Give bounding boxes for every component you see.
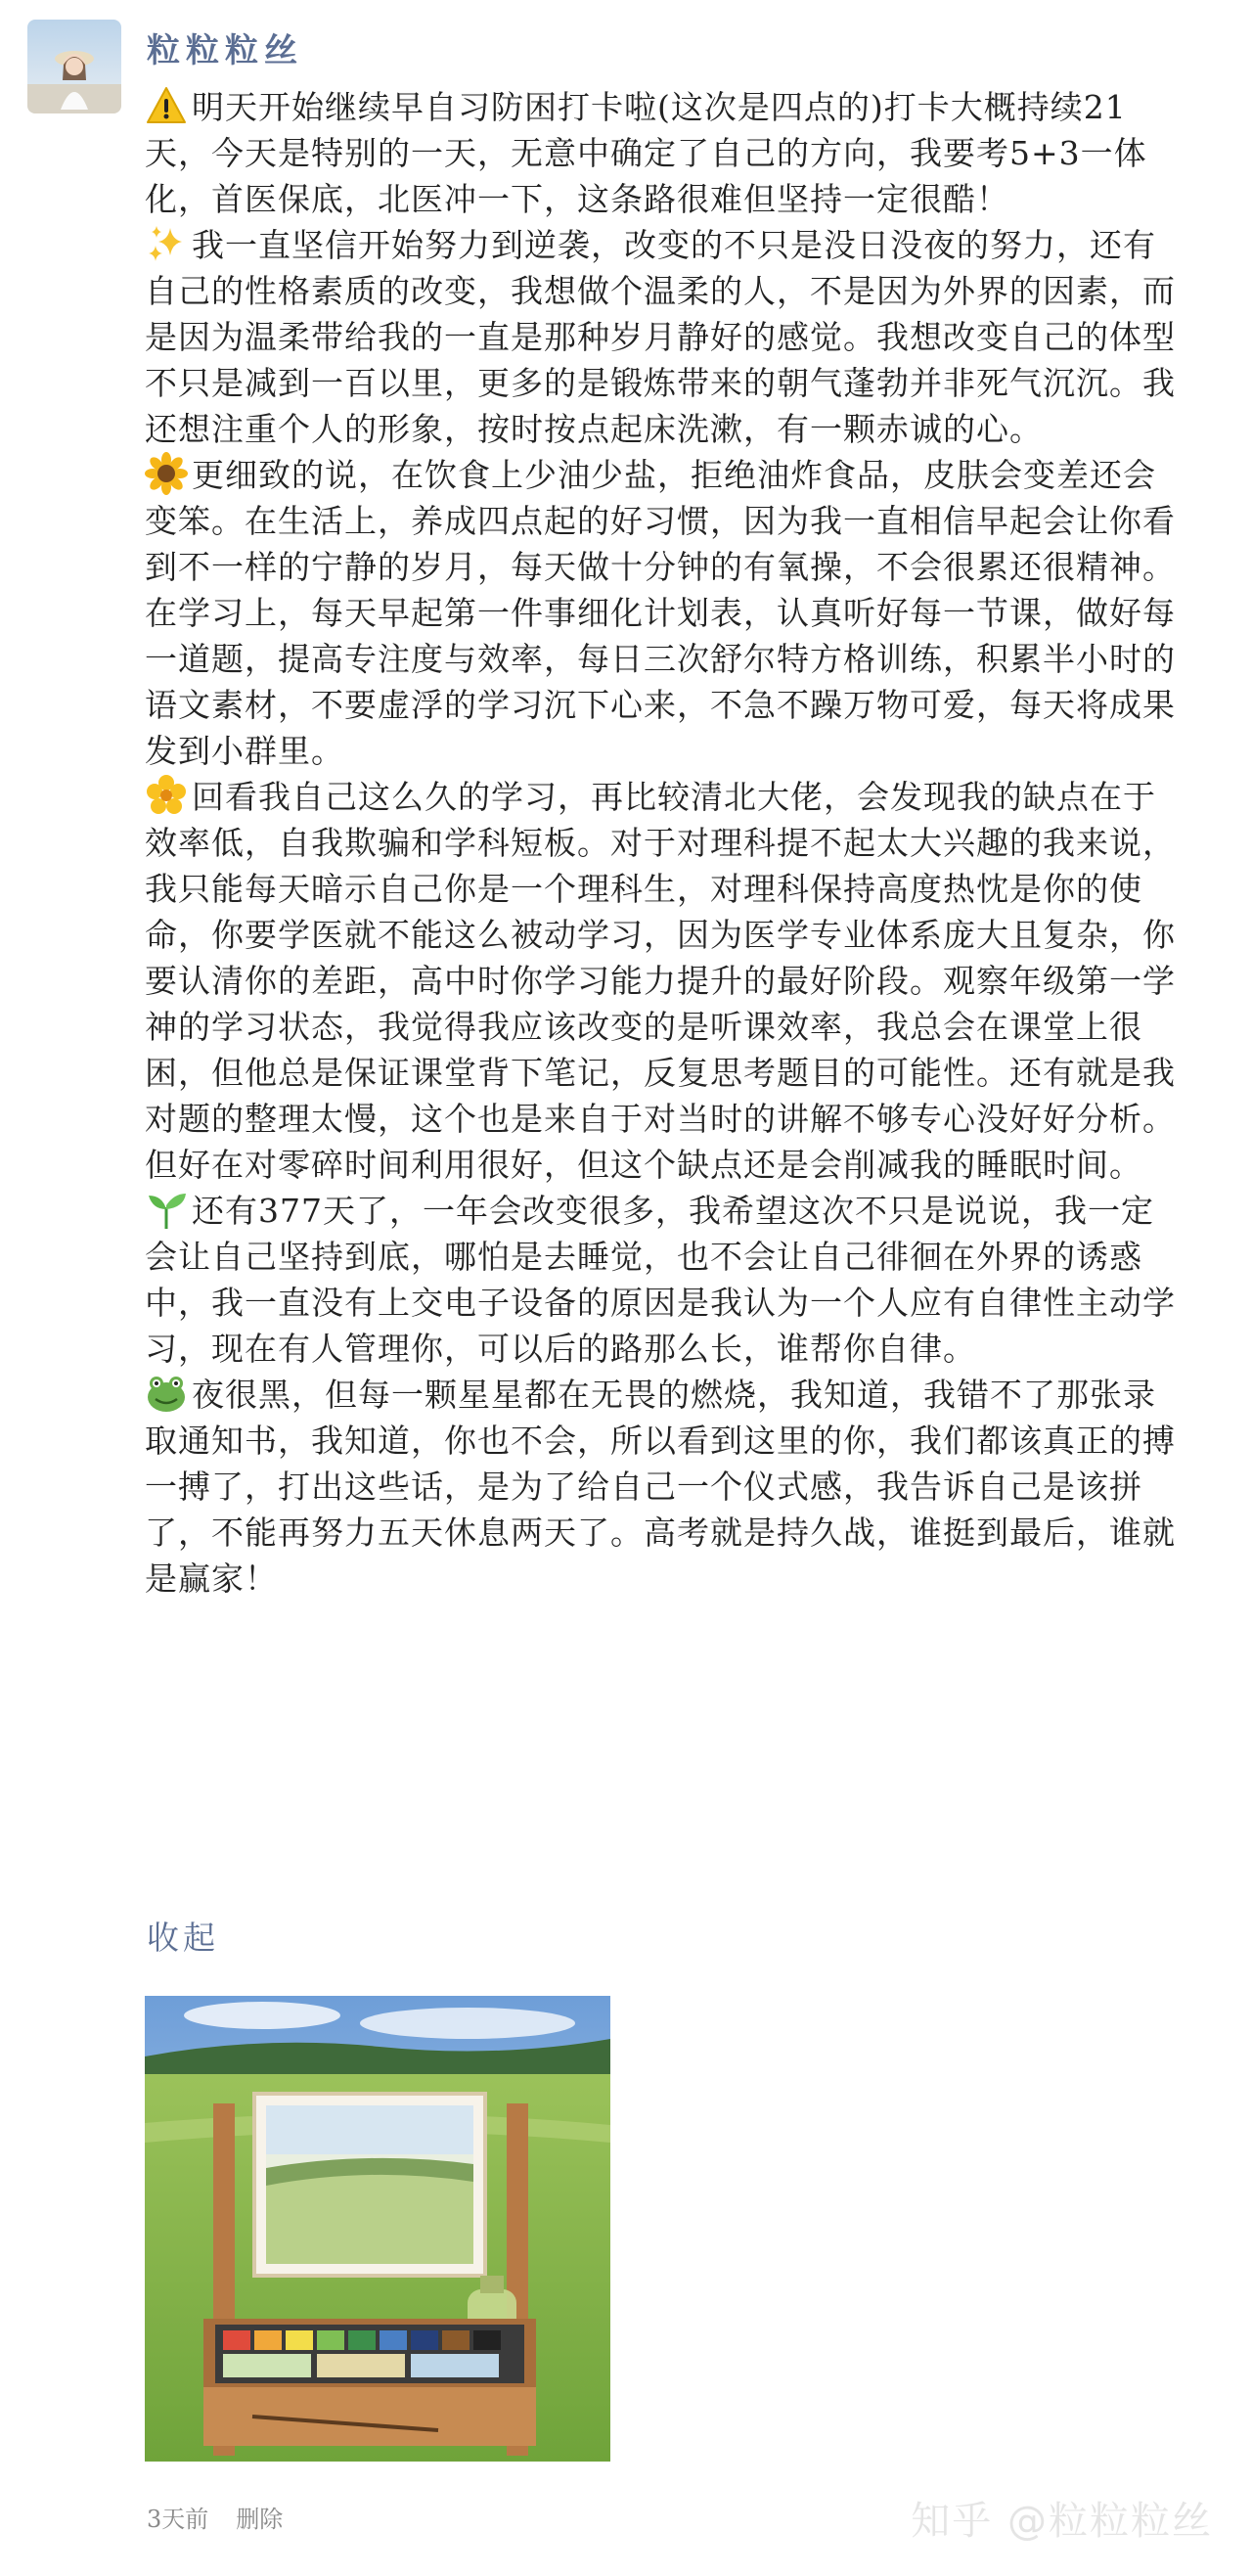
- warning-icon: [145, 84, 188, 127]
- frog-icon: [145, 1372, 188, 1415]
- post-paragraph-text: 回看我自己这么久的学习，再比较清北大佬，会发现我的缺点在于效率低，自我欺骗和学科短板。对于对理科提不起太大兴趣的我来说，我只能每天暗示自己你是一个理科生，对理科保持高度热忱是你的使命，你要学医就不能这么被动学习，因为医学专业体系庞大且复杂，你要认清你的差距，高中时你学习能力提升的最好阶段。观察年级第一学神的学习状态，我觉得我应该改变的是听课效率，我总会在课堂上很困，但他总是保证课堂背下笔记，反复思考题目的可能性。还有就是我对题的整理太慢，这个也是来自于对当时的讲解不够专心没好好分析。但好在对零碎时间利用很好，但这个缺点还是会削减我的睡眠时间。: [145, 778, 1176, 1184]
- post-paragraph: [145, 1188, 1184, 1372]
- delete-button[interactable]: 删除: [236, 2506, 284, 2533]
- blossom-icon: [145, 774, 188, 817]
- post-paragraph: [145, 1372, 1184, 1602]
- collapse-link[interactable]: 收起: [147, 1919, 219, 1957]
- post-time: 3天前: [147, 2506, 209, 2533]
- post-body: [145, 84, 1184, 1602]
- post-paragraph-text: 我一直坚信开始努力到逆袭，改变的不只是没日没夜的努力，还有自己的性格素质的改变，我想做个温柔的人，不是因为外界的因素，而是因为温柔带给我的一直是那种岁月静好的感觉。我想改变自己的体型不只是减到一百以里，更多的是锻炼带来的朝气蓬勃并非死气沉沉。我还想注重个人的形象，按时按点起床洗漱，有一颗赤诚的心。: [145, 226, 1176, 448]
- avatar[interactable]: [27, 20, 121, 113]
- username[interactable]: 粒粒粒丝: [147, 31, 303, 70]
- seedling-icon: [145, 1188, 188, 1231]
- painting-easel-photo: [145, 1996, 610, 2462]
- post-paragraph: [145, 84, 1184, 222]
- post-paragraph-text: 更细致的说，在饮食上少油少盐，拒绝油炸食品，皮肤会变差还会变笨。在生活上，养成四点起的好习惯，因为我一直相信早起会让你看到不一样的宁静的岁月，每天做十分钟的有氧操，不会很累还很精神。在学习上，每天早起第一件事细化计划表，认真听好每一节课，做好每一道题，提高专注度与效率，每日三次舒尔特方格训练，积累半小时的语文素材，不要虚浮的学习沉下心来，不急不躁万物可爱，每天将成果发到小群里。: [145, 456, 1176, 770]
- post-meta: [147, 2500, 283, 2534]
- avatar-image: [27, 20, 121, 113]
- watermark: 知乎 @粒粒粒丝: [911, 2499, 1213, 2544]
- post-paragraph-text: 夜很黑，但每一颗星星都在无畏的燃烧，我知道，我错不了那张录取通知书，我知道，你也不会，所以看到这里的你，我们都该真正的搏一搏了，打出这些话，是为了给自己一个仪式感，我告诉自己是该拼了，不能再努力五天休息两天了。高考就是持久战，谁挺到最后，谁就是赢家！: [145, 1376, 1176, 1598]
- sparkles-icon: [145, 222, 188, 265]
- post-paragraph: [145, 774, 1184, 1188]
- sunflower-icon: [145, 452, 188, 495]
- post-paragraph-text: 明天开始继续早自习防困打卡啦(这次是四点的)打卡大概持续21天，今天是特别的一天，无意中确定了自己的方向，我要考5+3一体化，首医保底，北医冲一下，这条路很难但坚持一定很酷！: [145, 88, 1147, 218]
- post-paragraph: [145, 222, 1184, 452]
- post-paragraph: [145, 452, 1184, 774]
- post-paragraph-text: 还有377天了，一年会改变很多，我希望这次不只是说说，我一定会让自己坚持到底，哪怕是去睡觉，也不会让自己徘徊在外界的诱惑中，我一直没有上交电子设备的原因是我认为一个人应有自律性主动学习，现在有人管理你，可以后的路那么长，谁帮你自律。: [145, 1192, 1176, 1368]
- post-photo[interactable]: [145, 1996, 610, 2462]
